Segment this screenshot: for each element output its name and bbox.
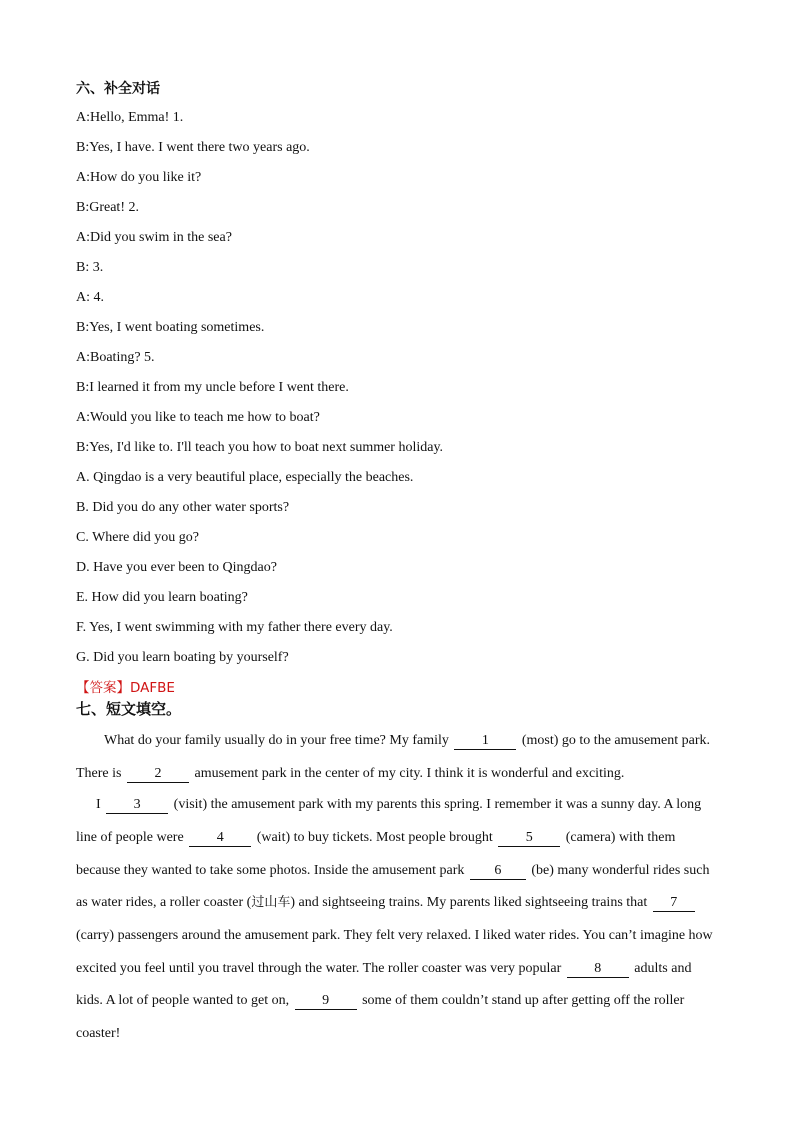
passage-text: excited you feel until you travel through the water. The roller coaster was very popular bbox=[76, 961, 562, 976]
option-c: C. Where did you go? bbox=[76, 530, 199, 545]
blank-8[interactable]: 8 bbox=[567, 961, 629, 978]
passage-text: ) and sightseeing trains. My parents liked sightseeing trains that bbox=[290, 895, 648, 910]
passage-text: amusement park in the center of my city. I think it is wonderful and exciting. bbox=[194, 766, 625, 781]
dialogue-line: B:I learned it from my uncle before I went there. bbox=[76, 380, 349, 395]
passage-line bbox=[76, 992, 684, 1010]
section7-heading: 七、短文填空。 bbox=[76, 700, 182, 718]
dialogue-line: A:How do you like it? bbox=[76, 170, 202, 185]
passage-text: as water rides, a roller coaster ( bbox=[76, 895, 252, 910]
passage-text: some of them couldn’t stand up after getting off the roller bbox=[362, 993, 685, 1008]
dialogue-line: A:Boating? 5. bbox=[76, 350, 155, 365]
dialogue-line: B: 3. bbox=[76, 260, 104, 275]
dialogue-line: A: 4. bbox=[76, 290, 104, 305]
blank-5[interactable]: 5 bbox=[498, 830, 560, 847]
passage-text: (be) many wonderful rides such bbox=[531, 863, 710, 878]
passage-line bbox=[104, 732, 710, 750]
option-f: F. Yes, I went swimming with my father there every day. bbox=[76, 620, 393, 635]
dialogue-line: B:Yes, I have. I went there two years ago. bbox=[76, 140, 310, 155]
passage-text: kids. A lot of people wanted to get on, bbox=[76, 993, 290, 1008]
option-d: D. Have you ever been to Qingdao? bbox=[76, 560, 277, 575]
blank-4[interactable]: 4 bbox=[189, 830, 251, 847]
passage-line bbox=[76, 894, 697, 912]
passage-text: There is bbox=[76, 766, 122, 781]
blank-1[interactable]: 1 bbox=[454, 733, 516, 750]
passage-text: (most) go to the amusement park. bbox=[521, 733, 711, 748]
dialogue-line: B:Yes, I'd like to. I'll teach you how to boat next summer holiday. bbox=[76, 440, 444, 455]
option-a: A. Qingdao is a very beautiful place, especially the beaches. bbox=[76, 470, 414, 485]
passage-text: line of people were bbox=[76, 830, 184, 845]
passage-text: (wait) to buy tickets. Most people brought bbox=[256, 830, 493, 845]
dialogue-line: A:Hello, Emma! 1. bbox=[76, 110, 184, 125]
option-b: B. Did you do any other water sports? bbox=[76, 500, 290, 515]
dialogue-line: B:Great! 2. bbox=[76, 200, 139, 215]
passage-text: adults and bbox=[634, 961, 692, 976]
option-e: E. How did you learn boating? bbox=[76, 590, 248, 605]
passage-text: (camera) with them bbox=[565, 830, 676, 845]
passage-text: because they wanted to take some photos. Inside the amusement park bbox=[76, 863, 465, 878]
passage-line bbox=[76, 960, 691, 978]
passage-line: (carry) passengers around the amusement park. They felt very relaxed. I liked water rides. You can’t imagine how bbox=[76, 928, 713, 943]
dialogue-line: A:Did you swim in the sea? bbox=[76, 230, 232, 245]
passage-text: What do your family usually do in your free time? My family bbox=[104, 733, 449, 748]
passage-line bbox=[76, 829, 675, 847]
answer-key: 【答案】DAFBE bbox=[76, 680, 175, 696]
dialogue-line: B:Yes, I went boating sometimes. bbox=[76, 320, 265, 335]
blank-3[interactable]: 3 bbox=[106, 797, 168, 814]
passage-line bbox=[76, 862, 709, 880]
dialogue-line: A:Would you like to teach me how to boat? bbox=[76, 410, 320, 425]
passage-line: coaster! bbox=[76, 1026, 121, 1041]
passage-line bbox=[96, 796, 701, 814]
blank-6[interactable]: 6 bbox=[470, 863, 526, 880]
blank-7[interactable]: 7 bbox=[653, 895, 695, 912]
section6-heading: 六、补全对话 bbox=[76, 81, 160, 97]
passage-text: (visit) the amusement park with my parents this spring. I remember it was a sunny day. A long bbox=[173, 797, 702, 812]
passage-line bbox=[76, 765, 624, 783]
chinese-gloss: 过山车 bbox=[251, 895, 291, 910]
blank-9[interactable]: 9 bbox=[295, 993, 357, 1010]
passage-text: I bbox=[96, 797, 101, 812]
option-g: G. Did you learn boating by yourself? bbox=[76, 650, 289, 665]
blank-2[interactable]: 2 bbox=[127, 766, 189, 783]
